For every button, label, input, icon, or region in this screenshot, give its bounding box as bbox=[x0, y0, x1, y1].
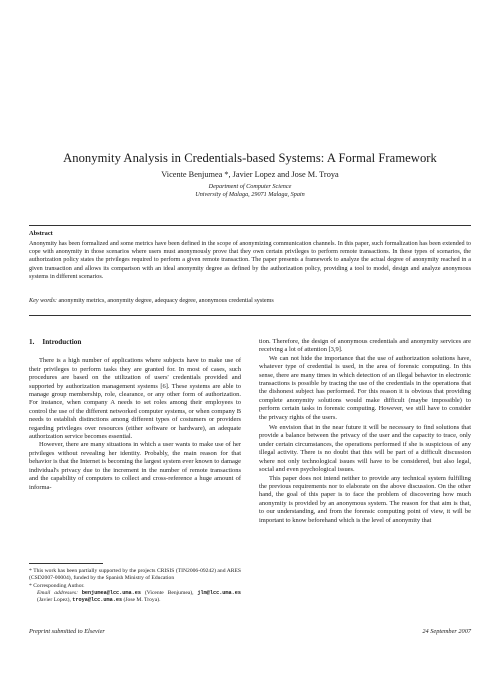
keywords-text: anonymity metrics, anonymity degree, adequacy degree, anonymous credential systems bbox=[56, 298, 274, 304]
paragraph: tion. Therefore, the design of anonymous credentials and anonymity services are receiving a lot of attention [3,9]. bbox=[259, 338, 471, 354]
email-link[interactable]: benjumea@lcc.uma.es bbox=[81, 589, 141, 596]
email-owner: (Vicente Benjumea), bbox=[140, 589, 194, 596]
email-link[interactable]: troya@lcc.uma.es bbox=[72, 597, 123, 604]
abstract-bottom-rule bbox=[29, 315, 471, 316]
footnote-rule bbox=[29, 563, 103, 564]
paragraph: We can not hide the importance that the use of authorization solutions have, whatever type of credential is used, in the area of forensic computing. In this sense, there are many times in which detection of an illegal behavior in electronic transactions is possible by tracing the use of the credentials in the operations that the dishonest subject has performed. For this reason it is obvious that providing complete anonymity solutions would make difficult (maybe impossible) to perform certain tasks in forensic computing. However, we still have to consider the privacy rights of the users. bbox=[259, 354, 471, 421]
footnote-corresponding: * Corresponding Author. bbox=[29, 582, 85, 589]
body-column-right bbox=[259, 338, 471, 525]
email-owner: (Jose M. Troya). bbox=[122, 597, 161, 604]
abstract-text: Anonymity has been formalized and some metrics have been defined in the scope of anonymizing communication channels. In this paper, such formalization has been extended to cope with anonymity in those scenarios where users must anonymously prove that they own certain privileges to perform remote transactions. In these types of scenarios, the authorization policy states the privileges required to perform a given remote transaction. The paper presents a framework to analyze the actual degree of anonymity reached in a given transaction and allows its comparison with an ideal anonymity degree as defined by the authorization policy, providing a tool to model, design and analyze anonymous systems in different scenarios. bbox=[29, 241, 471, 280]
keywords bbox=[29, 297, 471, 305]
email-link[interactable]: jlm@lcc.uma.es bbox=[197, 589, 241, 596]
paper-title: Anonymity Analysis in Credentials-based Systems: A Formal Framework bbox=[63, 151, 437, 165]
paragraph: We envision that in the near future it will be necessary to find solutions that provide a balance between the privacy of the user and the capacity to trace, only under certain circumstances, the operations performed if she is suspicious of any illegal activity. There is no doubt that this will be part of a difficult discussion where not only technological issues will have to be considered, but also legal, social and even psychological issues. bbox=[259, 424, 471, 474]
footer-date: 24 September 2007 bbox=[422, 628, 471, 635]
body-column-left bbox=[29, 338, 241, 492]
keywords-label: Key words: bbox=[29, 298, 57, 304]
footnote-funding: * This work has been partially supported by the projects CRISIS (TIN2006-09242) and ARES (CSD2007-00004), funded by the Spanish Ministry of Education bbox=[29, 568, 241, 582]
footnote-emails bbox=[29, 590, 241, 605]
section-heading bbox=[29, 338, 241, 346]
email-label: Email addresses: bbox=[37, 589, 78, 596]
affiliation-department: Department of Computer Science bbox=[208, 183, 292, 190]
footer-preprint: Preprint submitted to Elsevier bbox=[29, 628, 105, 635]
paragraph: There is a high number of applications where subjects have to make use of their privileges to perform tasks they are granted for. In most of cases, such procedures are based on the utilization of users' credentials provided and supported by authorization management systems [6]. These systems are able to manage group membership, role, clearance, or any other form of authorization. For instance, when company A needs to set roles among their employees to control the use of the different networked computer systems, or when company B needs to establish distinctions among different types of costumers or providers regarding privileges over resources (either software or hardware), an adequate authorization service becomes essential. bbox=[29, 357, 241, 441]
section-title: Introduction bbox=[42, 338, 82, 346]
abstract-heading: Abstract bbox=[29, 230, 53, 237]
section-number: 1. bbox=[29, 338, 35, 346]
abstract-top-rule bbox=[29, 225, 471, 226]
paragraph: However, there are many situations in which a user wants to make use of her privileges without revealing her identity. Probably, the main reason for that behavior is that the Internet is becoming the largest system ever known to damage individual's privacy due to the increment in the number of remote transactions and the capability of computers to collect and cross-reference a huge amount of informa- bbox=[29, 441, 241, 491]
email-owner: (Javier Lopez), bbox=[37, 597, 73, 604]
footnotes bbox=[29, 568, 241, 604]
paragraph: This paper does not intend neither to provide any technical system fulfilling the previous requirements nor to elaborate on the above discussion. On the other hand, the goal of this paper is to face the problem of discovering how much anonymity is provided by an anonymous system. The reason for that aim is that, to our understanding, and from the forensic computing point of view, it will be important to know beforehand which is the level of anonymity that bbox=[259, 474, 471, 524]
affiliation-university: University of Malaga, 29071 Malaga, Spain bbox=[195, 191, 305, 198]
author-list: Vicente Benjumea *, Javier Lopez and Jose M. Troya bbox=[161, 170, 339, 179]
